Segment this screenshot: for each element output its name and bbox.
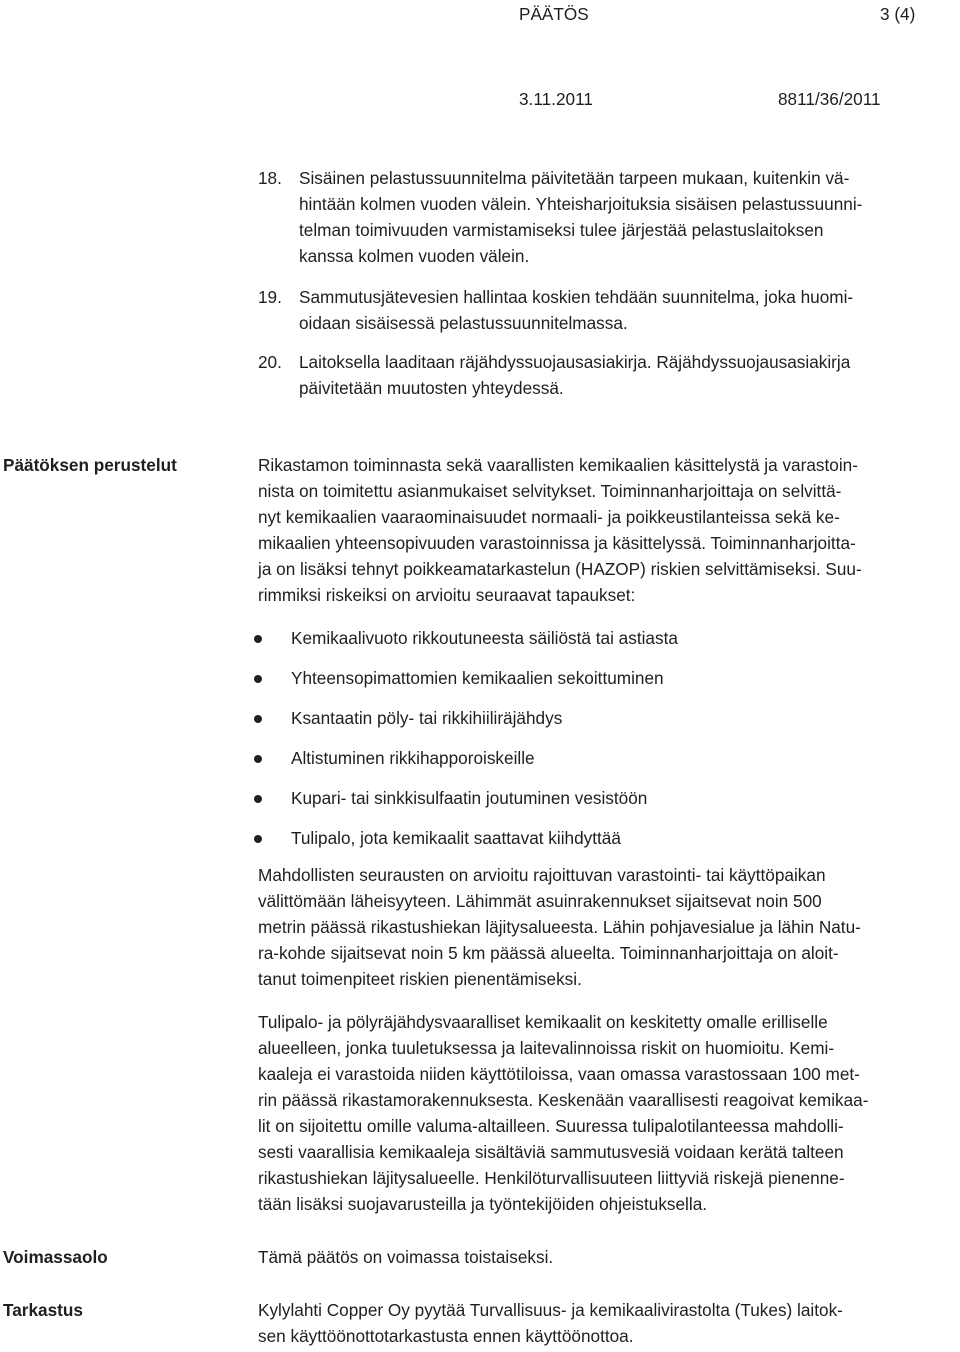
text-line: ja on lisäksi tehnyt poikkeamatarkastelun (HAZOP) riskien selvittämiseksi. Suu-	[258, 559, 862, 579]
text-line: kanssa kolmen vuoden välein.	[299, 246, 530, 266]
bullet-text: Altistuminen rikkihapporoiskeille	[291, 748, 535, 768]
text-line: lit on sijoitettu omille valuma-altailleen. Suuressa tulipalotilanteessa mahdolli-	[258, 1116, 844, 1136]
bullet-icon	[254, 715, 262, 723]
item-number: 20.	[258, 352, 282, 372]
item-text	[299, 165, 862, 269]
item-text	[299, 349, 850, 401]
document-type: PÄÄTÖS	[519, 4, 589, 24]
storage-paragraph	[258, 1009, 958, 1217]
text-line: välittömään läheisyyteen. Lähimmät asuinrakennukset sijaitsevat noin 500	[258, 891, 822, 911]
bullet-text: Ksantaatin pöly- tai rikkihiiliräjähdys	[291, 708, 563, 728]
text-line: tanut toimenpiteet riskien pienentämiseksi.	[258, 969, 582, 989]
text-line: tään lisäksi suojavarusteilla ja työntekijöiden ohjeistuksella.	[258, 1194, 708, 1214]
text-line: rikastushiekan läjitysalueelle. Henkilöturvallisuuteen liittyviä riskejä pienenne-	[258, 1168, 845, 1188]
bullet-text: Kupari- tai sinkkisulfaatin joutuminen vesistöön	[291, 788, 648, 808]
text-line: metrin päässä rikastushiekan läjitysalueesta. Lähin pohjavesialue ja lähin Natu-	[258, 917, 861, 937]
bullet-text: Kemikaalivuoto rikkoutuneesta säiliöstä tai astiasta	[291, 628, 678, 648]
text-line: oidaan sisäisessä pelastussuunnitelmassa.	[299, 313, 628, 333]
text-line: alueelleen, jonka tuuletuksessa ja laitevalinnoissa riskit on huomioitu. Kemi-	[258, 1038, 835, 1058]
text-line: Sammutusjätevesien hallintaa koskien tehdään suunnitelma, joka huomi-	[299, 287, 854, 307]
text-line: Sisäinen pelastussuunnitelma päivitetään tarpeen mukaan, kuitenkin vä-	[299, 168, 850, 188]
page-number: 3 (4)	[880, 4, 916, 24]
reference-number: 8811/36/2011	[778, 89, 881, 109]
text-line: ra-kohde sijaitsevat noin 5 km päässä alueelta. Toiminnanharjoittaja on aloit-	[258, 943, 839, 963]
text-line: Laitoksella laaditaan räjähdyssuojausasiakirja. Räjähdyssuojausasiakirja	[299, 352, 851, 372]
inspection-heading: Tarkastus	[3, 1300, 83, 1320]
text-line: päivitetään muutosten yhteydessä.	[299, 378, 564, 398]
item-text	[299, 284, 853, 336]
validity-heading: Voimassaolo	[3, 1247, 108, 1267]
bullet-icon	[254, 635, 262, 643]
item-number: 18.	[258, 168, 282, 188]
text-line: Mahdollisten seurausten on arvioitu rajoittuvan varastointi- tai käyttöpaikan	[258, 865, 826, 885]
inspection-paragraph	[258, 1297, 958, 1349]
bullet-text: Yhteensopimattomien kemikaalien sekoittuminen	[291, 668, 664, 688]
bullet-icon	[254, 675, 262, 683]
text-line: sen käyttöönottotarkastusta ennen käyttöönottoa.	[258, 1326, 634, 1346]
text-line: rin päässä rikastamorakennuksesta. Keskenään vaarallisesti reagoivat kemikaa-	[258, 1090, 869, 1110]
decision-date: 3.11.2011	[519, 89, 593, 109]
grounds-heading: Päätöksen perustelut	[3, 455, 177, 475]
text-line: rimmiksi riskeiksi on arvioitu seuraavat tapaukset:	[258, 585, 636, 605]
text-line: sesti vaarallisia kemikaaleja sisältäviä sammutusvesiä voidaan kerätä talteen	[258, 1142, 844, 1162]
text-line: Rikastamon toiminnasta sekä vaarallisten kemikaalien käsittelystä ja varastoin-	[258, 455, 858, 475]
bullet-icon	[254, 835, 262, 843]
text-line: nista on toimitettu asianmukaiset selvitykset. Toiminnanharjoittaja on selvittä-	[258, 481, 842, 501]
text-line: mikaalien yhteensopivuuden varastoinnissa ja käsittelyssä. Toiminnanharjoitta-	[258, 533, 856, 553]
bullet-icon	[254, 795, 262, 803]
item-number: 19.	[258, 287, 282, 307]
consequences-paragraph	[258, 862, 958, 992]
text-line: Tulipalo- ja pölyräjähdysvaaralliset kemikaalit on keskitetty omalle erilliselle	[258, 1012, 828, 1032]
text-line: kaaleja ei varastoida niiden käyttötiloissa, vaan omassa varastossaan 100 met-	[258, 1064, 860, 1084]
grounds-intro-paragraph	[258, 452, 958, 608]
text-line: hintään kolmen vuoden välein. Yhteisharjoituksia sisäisen pelastussuunni-	[299, 194, 863, 214]
text-line: telman toimivuuden varmistamiseksi tulee järjestää pelastuslaitoksen	[299, 220, 824, 240]
validity-text: Tämä päätös on voimassa toistaiseksi.	[258, 1247, 554, 1267]
bullet-icon	[254, 755, 262, 763]
text-line: nyt kemikaalien vaaraominaisuudet normaali- ja poikkeustilanteissa sekä ke-	[258, 507, 840, 527]
text-line: Kylylahti Copper Oy pyytää Turvallisuus- ja kemikaalivirastolta (Tukes) laitok-	[258, 1300, 843, 1320]
bullet-text: Tulipalo, jota kemikaalit saattavat kiihdyttää	[291, 828, 621, 848]
